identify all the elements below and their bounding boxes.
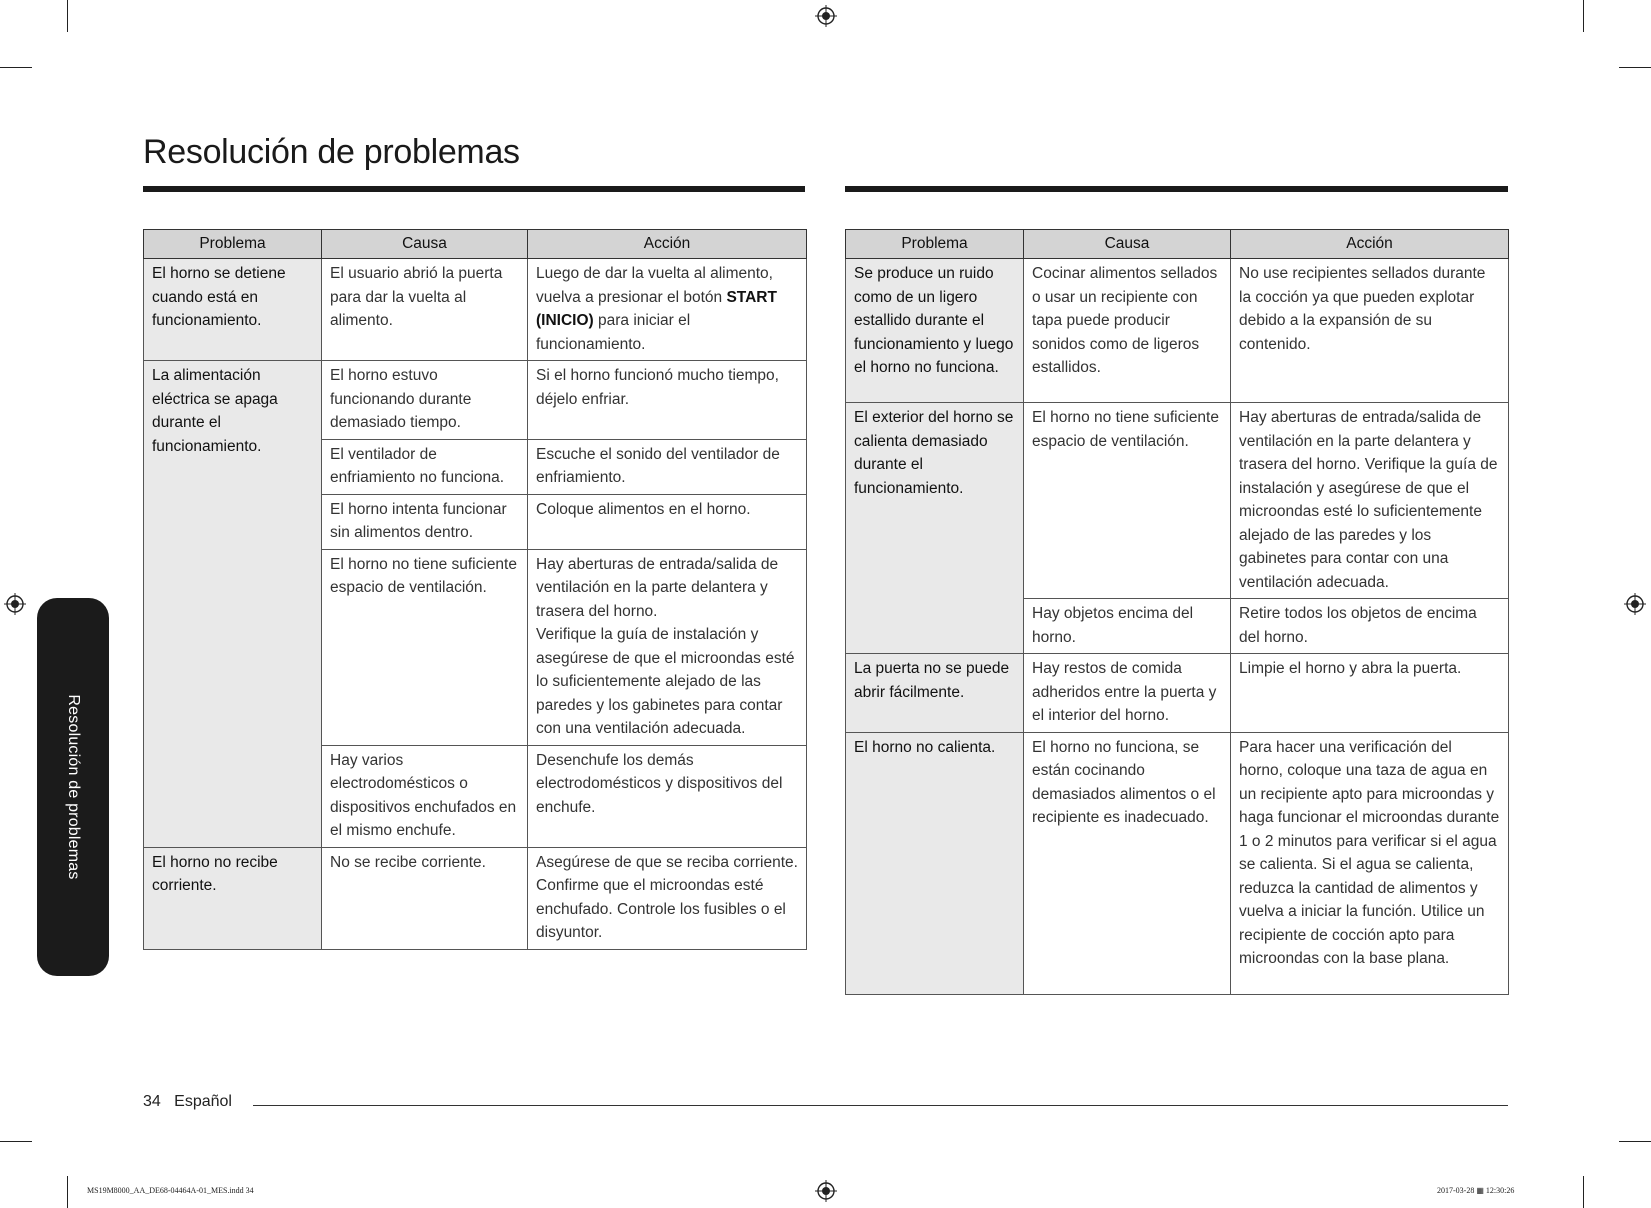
side-tab <box>37 598 109 976</box>
crop-mark <box>0 67 32 68</box>
action-text: Hay aberturas de entrada/salida de ventilación en la parte delantera y trasera del horno. <box>536 555 779 620</box>
header-problem: Problema <box>144 230 322 259</box>
action-text: para iniciar el funcionamiento. <box>536 312 691 353</box>
page-title: Resolución de problemas <box>143 133 520 171</box>
slug-time: 12:30:26 <box>1485 1186 1515 1195</box>
action-cell: Si el horno funcionó mucho tiempo, déjelo enfriar. <box>528 361 807 440</box>
registration-mark-icon <box>1624 593 1646 615</box>
crop-mark <box>1583 0 1584 32</box>
cause-cell: Cocinar alimentos sellados o usar un recipiente con tapa puede producir sonidos como de ligeros estallidos. <box>1024 259 1231 403</box>
action-cell: No use recipientes sellados durante la cocción ya que pueden explotar debido a la expansión de su contenido. <box>1231 259 1509 403</box>
cause-cell: El horno intenta funcionar sin alimentos dentro. <box>322 494 528 549</box>
title-rule-left <box>143 186 805 192</box>
action-cell <box>528 259 807 361</box>
action-cell: Retire todos los objetos de encima del horno. <box>1231 599 1509 654</box>
slug-datetime <box>1437 1186 1514 1195</box>
cause-cell: No se recibe corriente. <box>322 847 528 949</box>
start-button-label: START (INICIO) <box>536 288 777 329</box>
troubleshooting-table-right <box>845 229 1509 995</box>
cause-cell: El horno no tiene suficiente espacio de ventilación. <box>1024 403 1231 599</box>
header-cause: Causa <box>322 230 528 259</box>
crop-mark <box>1583 1176 1584 1208</box>
action-cell: Para hacer una verificación del horno, coloque una taza de agua en un recipiente apto para microondas y haga funcionar el microondas durante 1 o 2 minutos para verificar si el agua se calienta. Si el agua se calienta, reduzca la cantidad de alimentos y vuelva a iniciar la función. Utilice un recipiente de cocción apto para microondas con la base plana. <box>1231 732 1509 994</box>
table-row <box>144 847 807 949</box>
table-row <box>846 259 1509 403</box>
crop-mark <box>67 1176 68 1208</box>
footer-language: Español <box>174 1093 232 1110</box>
problem-cell: La puerta no se puede abrir fácilmente. <box>846 654 1024 733</box>
header-action: Acción <box>1231 230 1509 259</box>
crop-mark <box>1619 67 1651 68</box>
problem-cell: La alimentación eléctrica se apaga durante el funcionamiento. <box>144 361 322 848</box>
table-header-row <box>846 230 1509 259</box>
registration-mark-icon <box>815 5 837 27</box>
header-cause: Causa <box>1024 230 1231 259</box>
table-row <box>144 259 807 361</box>
slug-file: MS19M8000_AA_DE68-04464A-01_MES.indd 34 <box>87 1186 254 1195</box>
action-cell <box>528 549 807 745</box>
header-problem: Problema <box>846 230 1024 259</box>
action-text: Luego de dar la vuelta al alimento, vuelva a presionar el botón <box>536 265 773 306</box>
side-tab-label: Resolución de problemas <box>65 694 82 880</box>
cause-cell: El horno no tiene suficiente espacio de ventilación. <box>322 549 528 745</box>
table-row <box>144 361 807 440</box>
footer-rule <box>253 1105 1508 1106</box>
cause-cell: El usuario abrió la puerta para dar la vuelta al alimento. <box>322 259 528 361</box>
registration-mark-icon <box>815 1180 837 1202</box>
clock-icon: ▦ <box>1476 1186 1484 1195</box>
problem-cell: El horno se detiene cuando está en funcionamiento. <box>144 259 322 361</box>
page-footer <box>143 1093 232 1111</box>
cause-cell: Hay objetos encima del horno. <box>1024 599 1231 654</box>
slug-date: 2017-03-28 <box>1437 1186 1475 1195</box>
title-rule-right <box>845 186 1508 192</box>
action-cell: Asegúrese de que se reciba corriente. Confirme que el microondas esté enchufado. Controle los fusibles o el disyuntor. <box>528 847 807 949</box>
cause-cell: Hay varios electrodomésticos o dispositivos enchufados en el mismo enchufe. <box>322 745 528 847</box>
action-cell: Escuche el sonido del ventilador de enfriamiento. <box>528 439 807 494</box>
table-row <box>846 403 1509 599</box>
table-row <box>846 732 1509 994</box>
cause-cell: Hay restos de comida adheridos entre la puerta y el interior del horno. <box>1024 654 1231 733</box>
problem-cell: El exterior del horno se calienta demasiado durante el funcionamiento. <box>846 403 1024 654</box>
action-text: Verifique la guía de instalación y asegúrese de que el microondas esté lo suficientemente alejado de las paredes y los gabinetes para contar con una ventilación adecuada. <box>536 626 795 737</box>
action-cell: Hay aberturas de entrada/salida de ventilación en la parte delantera y trasera del horno. Verifique la guía de instalación y asegúrese de que el microondas esté lo suficientemente alejado de las paredes y los gabinetes para contar con una ventilación adecuada. <box>1231 403 1509 599</box>
problem-cell: El horno no calienta. <box>846 732 1024 994</box>
problem-cell: Se produce un ruido como de un ligero estallido durante el funcionamiento y luego el horno no funciona. <box>846 259 1024 403</box>
crop-mark <box>67 0 68 32</box>
action-cell: Limpie el horno y abra la puerta. <box>1231 654 1509 733</box>
action-cell: Desenchufe los demás electrodomésticos y dispositivos del enchufe. <box>528 745 807 847</box>
action-cell: Coloque alimentos en el horno. <box>528 494 807 549</box>
cause-cell: El ventilador de enfriamiento no funciona. <box>322 439 528 494</box>
table-header-row <box>144 230 807 259</box>
problem-cell: El horno no recibe corriente. <box>144 847 322 949</box>
header-action: Acción <box>528 230 807 259</box>
cause-cell: El horno estuvo funcionando durante demasiado tiempo. <box>322 361 528 440</box>
table-row <box>846 654 1509 733</box>
troubleshooting-table-left <box>143 229 807 950</box>
page-number: 34 <box>143 1093 161 1110</box>
crop-mark <box>0 1141 32 1142</box>
registration-mark-icon <box>4 593 26 615</box>
cause-cell: El horno no funciona, se están cocinando demasiados alimentos o el recipiente es inadecuado. <box>1024 732 1231 994</box>
crop-mark <box>1619 1141 1651 1142</box>
